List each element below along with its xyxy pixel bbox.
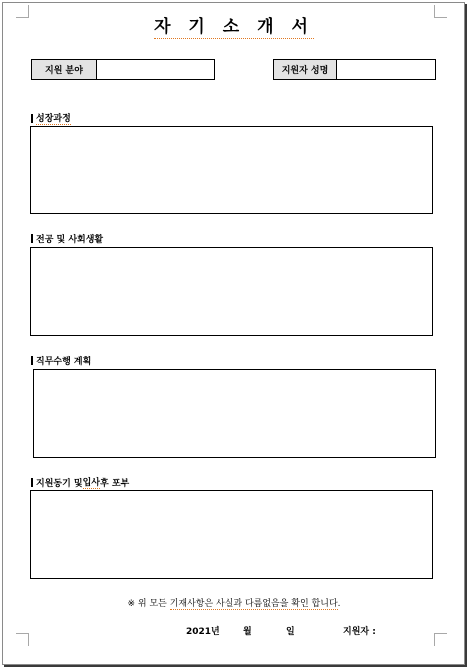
section-box-major-social[interactable] (30, 247, 433, 336)
section-label-job-plan: 직무수행 계획 (31, 354, 91, 367)
sign-month: 월 (243, 627, 252, 637)
section-label-major-social: 전공 및 사회생활 (31, 232, 103, 245)
section-marker (31, 114, 33, 123)
sign-applicant-label: 지원자 : (343, 627, 376, 637)
field-apply-area (31, 59, 215, 80)
sign-day: 일 (286, 627, 295, 637)
section-box-job-plan[interactable] (33, 369, 436, 458)
confirmation-statement: ※ 위 모든 기재사항은 사실과 다름없음을 확인 합니다. (127, 599, 341, 609)
applicant-name-label: 지원자 성명 (274, 60, 337, 79)
field-applicant-name (273, 59, 436, 80)
document-title (0, 12, 468, 37)
applicant-name-input[interactable] (337, 60, 435, 79)
corner-mark-bottom-left (16, 633, 29, 646)
section-label-growth: 성장과정 (31, 111, 71, 125)
document-title-text: 자 기 소 개 서 (154, 17, 314, 37)
section-marker (31, 356, 33, 365)
section-label-motivation: 지원동기 및 입사 후 포부 (31, 475, 129, 489)
section-box-motivation[interactable] (30, 490, 433, 579)
section-marker (31, 478, 33, 487)
section-box-growth[interactable] (30, 126, 433, 214)
section-marker (31, 234, 33, 243)
corner-mark-bottom-right (434, 633, 447, 646)
sign-year: 2021년 (186, 627, 220, 637)
apply-area-label: 지원 분야 (32, 60, 97, 79)
apply-area-input[interactable] (97, 60, 214, 79)
